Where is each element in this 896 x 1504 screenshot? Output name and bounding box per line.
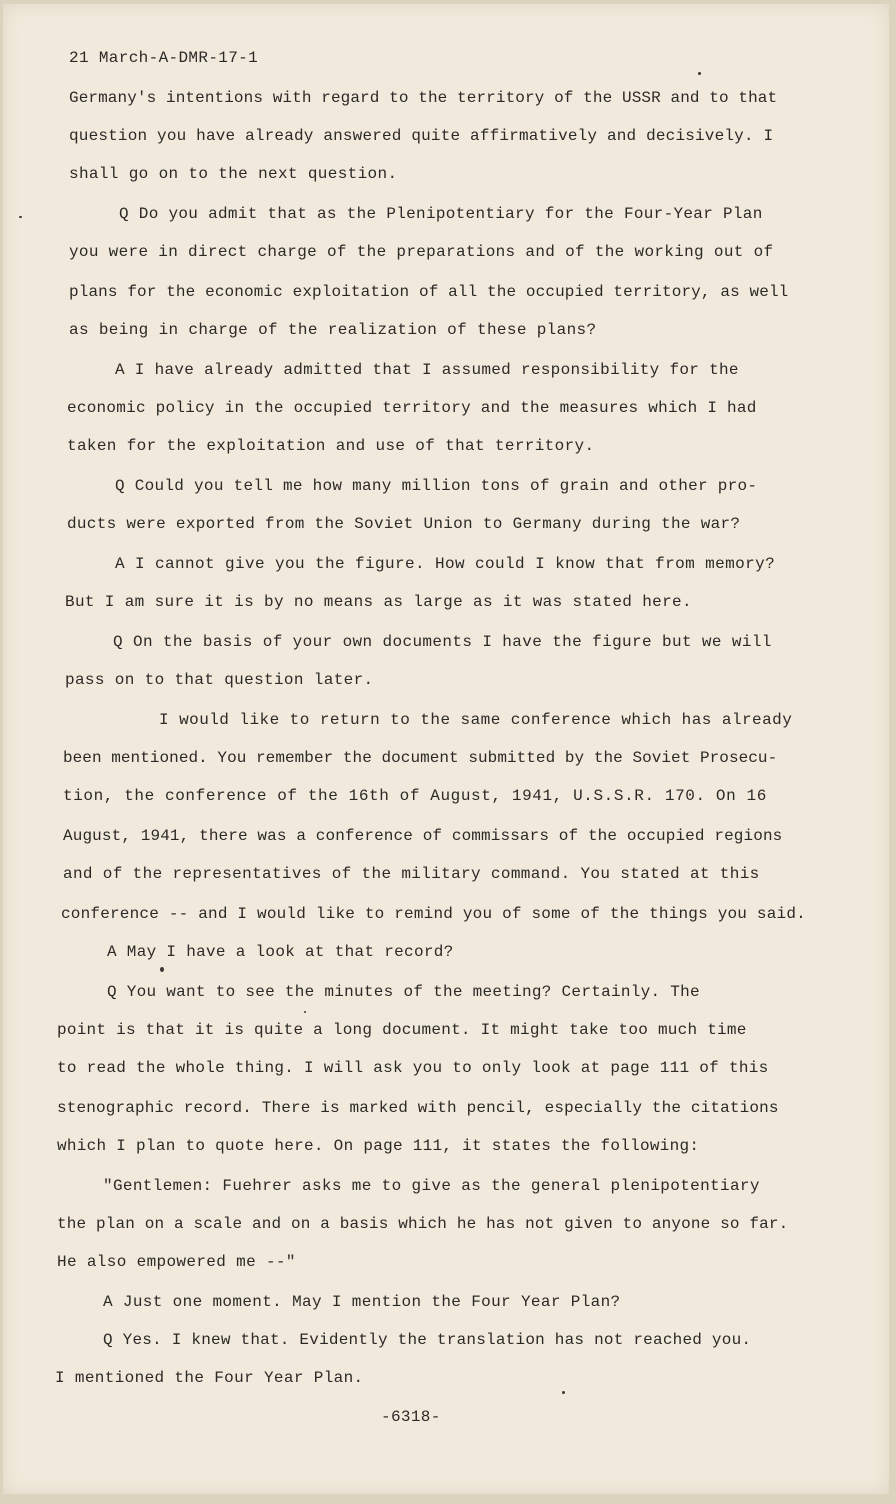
text-line: which I plan to quote here. On page 111, it states the following:: [57, 1137, 700, 1155]
text-line: A I have already admitted that I assumed responsibility for the: [115, 361, 739, 379]
quoted-text-line: He also empowered me --": [57, 1253, 296, 1271]
text-line: taken for the exploitation and use of that territory.: [67, 437, 595, 455]
text-line: Q Could you tell me how many million tons of grain and other pro-: [115, 477, 758, 495]
ink-speck: [698, 72, 701, 75]
page-number: -6318-: [381, 1408, 441, 1426]
ink-speck: [19, 216, 22, 218]
quoted-text-line: the plan on a scale and on a basis which he has not given to anyone so far.: [57, 1215, 789, 1233]
text-line: Q You want to see the minutes of the meeting? Certainly. The: [107, 983, 700, 1001]
text-line: Q Do you admit that as the Plenipotentiary for the Four-Year Plan: [119, 205, 763, 223]
ink-speck: [304, 1011, 306, 1013]
text-line: A Just one moment. May I mention the Four Year Plan?: [103, 1293, 621, 1311]
text-line: you were in direct charge of the preparations and of the working out of: [69, 243, 774, 261]
text-line: shall go on to the next question.: [69, 165, 398, 183]
document-header: 21 March-A-DMR-17-1: [69, 49, 259, 67]
text-line: But I am sure it is by no means as large as it was stated here.: [65, 593, 692, 611]
quoted-text-line: "Gentlemen: Fuehrer asks me to give as the general plenipotentiary: [103, 1177, 760, 1195]
text-line: been mentioned. You remember the document submitted by the Soviet Prosecu-: [63, 749, 778, 767]
text-line: as being in charge of the realization of these plans?: [69, 321, 597, 339]
text-line: ducts were exported from the Soviet Union to Germany during the war?: [67, 515, 741, 533]
ink-speck: [562, 1391, 565, 1394]
text-line: stenographic record. There is marked with pencil, especially the citations: [57, 1099, 779, 1117]
text-line: economic policy in the occupied territory and the measures which I had: [67, 399, 757, 417]
text-line: pass on to that question later.: [65, 671, 374, 689]
text-line: Germany's intentions with regard to the territory of the USSR and to that: [69, 89, 778, 107]
text-line: A I cannot give you the figure. How could I know that from memory?: [115, 555, 776, 573]
text-line: tion, the conference of the 16th of August, 1941, U.S.S.R. 170. On 16: [63, 787, 767, 805]
text-line: point is that it is quite a long document. It might take too much time: [57, 1021, 747, 1039]
text-line: to read the whole thing. I will ask you to only look at page 111 of this: [57, 1059, 769, 1077]
document-page: [3, 4, 889, 1494]
text-line: A May I have a look at that record?: [107, 943, 454, 961]
ink-speck: [160, 967, 164, 972]
text-line: and of the representatives of the military command. You stated at this: [63, 865, 760, 883]
text-line: Q Yes. I knew that. Evidently the translation has not reached you.: [103, 1331, 752, 1349]
text-line: plans for the economic exploitation of all the occupied territory, as well: [69, 283, 789, 301]
text-line: question you have already answered quite affirmatively and decisively. I: [69, 127, 774, 145]
text-line: August, 1941, there was a conference of commissars of the occupied regions: [63, 827, 783, 845]
text-line: I mentioned the Four Year Plan.: [55, 1369, 364, 1387]
text-line: Q On the basis of your own documents I have the figure but we will: [113, 633, 772, 651]
text-line: conference -- and I would like to remind you of some of the things you said.: [61, 905, 806, 923]
text-line: I would like to return to the same conference which has already: [159, 711, 793, 729]
